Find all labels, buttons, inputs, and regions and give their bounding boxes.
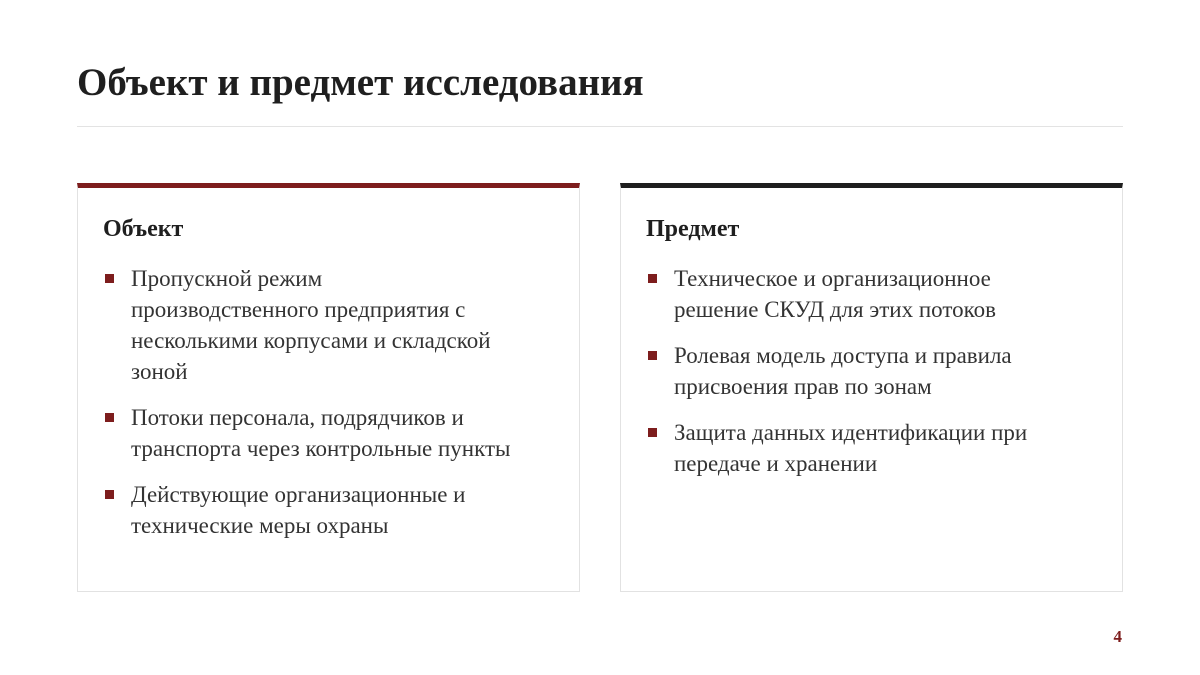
list-item [646,263,1069,325]
subject-card [620,183,1123,592]
list-item [103,402,519,464]
square-bullet-icon [105,490,114,499]
subject-card-list [646,263,1102,494]
subject-card-heading: Предмет [646,216,740,242]
list-item-text: Техническое и организационное решение СКУД для этих потоков [674,266,996,322]
square-bullet-icon [105,413,114,422]
list-item [646,417,1049,479]
square-bullet-icon [648,428,657,437]
object-card-heading: Объект [103,216,184,242]
list-item [103,263,503,387]
list-item-text: Действующие организационные и технические меры охраны [131,482,466,538]
slide-title: Объект и предмет исследования [77,61,644,104]
title-divider [77,126,1123,127]
square-bullet-icon [648,274,657,283]
square-bullet-icon [648,351,657,360]
object-card-list [103,263,559,556]
list-item-text: Пропускной режим производственного предприятия с несколькими корпусами и складской зоной [131,266,491,384]
list-item [646,340,1069,402]
list-item [103,479,551,541]
object-card [77,183,580,592]
list-item-text: Защита данных идентификации при передаче и хранении [674,420,1028,476]
list-item-text: Потоки персонала, подрядчиков и транспорта через контрольные пункты [131,405,511,461]
list-item-text: Ролевая модель доступа и правила присвоения прав по зонам [674,343,1012,399]
page-number: 4 [1113,627,1122,646]
square-bullet-icon [105,274,114,283]
